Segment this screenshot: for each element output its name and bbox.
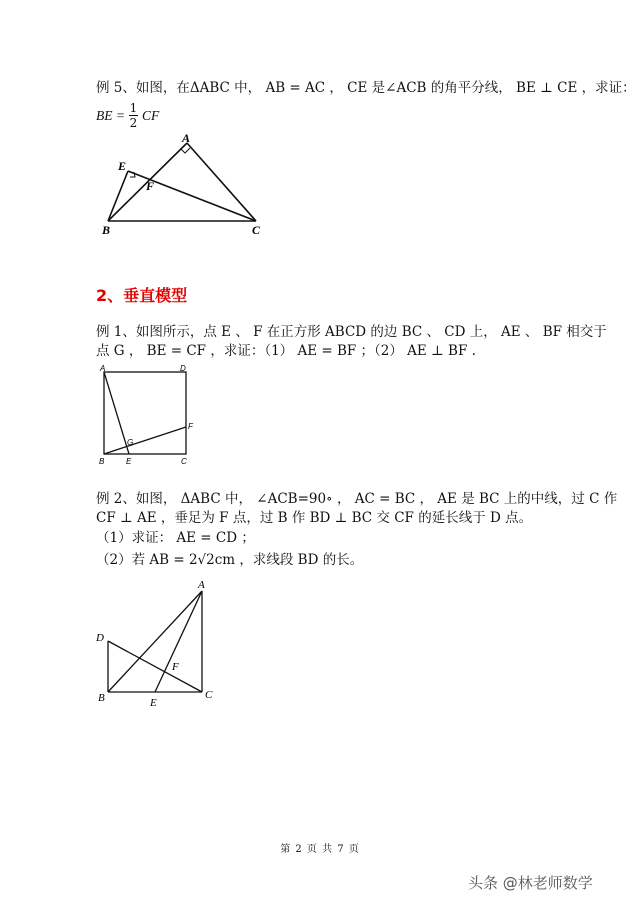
segment-ae: [155, 591, 202, 692]
example2-line4: （2）若 AB = 2√2cm ，求线段 BD 的长。: [96, 552, 364, 568]
label-E: E: [150, 697, 157, 709]
example5-svg: [96, 130, 276, 240]
label-D: D: [180, 364, 186, 373]
example1-line2: 点 G ， BE = CF ，求证：（1） AE = BF ；（2） AE ⊥ BF .: [96, 343, 476, 359]
label-A: A: [198, 579, 205, 591]
example1-line1: 例 1、如图所示，点 E 、 F 在正方形 ABCD 的边 BC 、 CD 上， AE 、 BF 相交于: [96, 324, 607, 340]
example5-lhs: BE =: [96, 107, 125, 123]
segment-be: [108, 171, 128, 221]
label-B: B: [99, 457, 105, 466]
label-F: F: [172, 661, 179, 673]
page-footer: 第 2 页 共 7 页: [280, 844, 360, 855]
example2-triangle-figure: [92, 575, 232, 719]
label-C: C: [205, 689, 213, 701]
label-B: B: [102, 223, 111, 237]
example2-line3: （1）求证： AE = CD ；: [96, 530, 255, 546]
section-title: 2、垂直模型: [96, 286, 188, 305]
example5-statement: 例 5、如图，在ΔABC 中， AB = AC ， CE 是∠ACB 的角平分线， BE ⊥ CE ，求证：: [96, 80, 636, 96]
fraction-one-half: [129, 102, 138, 129]
label-C: C: [252, 223, 261, 237]
example1-square-figure: [96, 363, 206, 477]
watermark: 头条 @林老师数学: [468, 874, 593, 892]
segment-dc: [108, 641, 202, 692]
label-G: G: [127, 438, 134, 447]
label-D: D: [96, 632, 104, 644]
label-F: F: [188, 422, 193, 431]
label-E: E: [118, 159, 127, 173]
segment-ae: [104, 372, 129, 454]
label-E: E: [126, 457, 132, 466]
example5-rhs: CF: [141, 107, 160, 123]
label-A: A: [100, 364, 106, 373]
label-B: B: [98, 692, 105, 704]
label-C: C: [181, 457, 187, 466]
right-angle-mark-a: [181, 148, 190, 153]
example2-line2: CF ⊥ AE ，垂足为 F 点，过 B 作 BD ⊥ BC 交 CF 的延长线于 D 点。: [96, 510, 533, 526]
example2-line1: 例 2、如图， ΔABC 中， ∠ACB=90∘ ， AC = BC ， AE 是 BC 上的中线，过 C 作: [96, 491, 618, 507]
label-F: F: [146, 179, 155, 193]
example2-svg: [92, 575, 232, 715]
segment-ac: [187, 143, 256, 221]
example1-svg: [96, 363, 206, 473]
fraction-numerator: 1: [129, 101, 138, 115]
segment-bf: [104, 427, 186, 454]
example5-fraction-line: [96, 102, 159, 129]
example5-triangle-figure: [96, 130, 276, 244]
label-A: A: [182, 131, 191, 145]
fraction-denominator: 2: [129, 116, 138, 130]
segment-ab: [108, 591, 202, 692]
